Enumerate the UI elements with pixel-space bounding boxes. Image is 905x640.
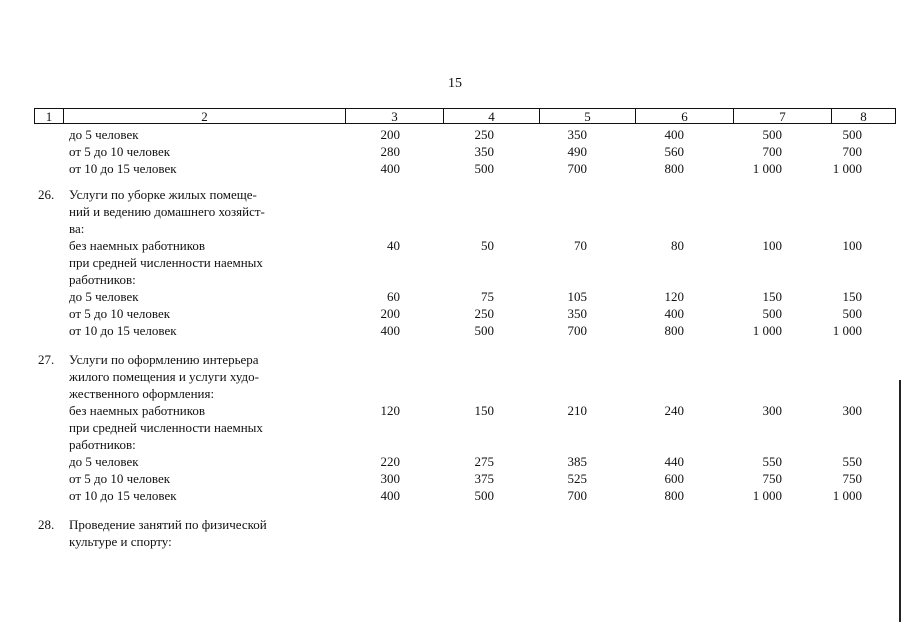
value-cell-col8: 150 (842, 289, 862, 304)
value-cell-col8: 300 (842, 403, 862, 418)
value-cell-col4: 250 (474, 306, 494, 321)
value-cell-col7: 1 000 (752, 323, 782, 338)
row-description: от 5 до 10 человек (69, 306, 171, 321)
value-cell-col8: 500 (842, 127, 862, 142)
value-cell-col3: 60 (387, 289, 400, 304)
table-row (0, 385, 905, 402)
value-cell-col6: 400 (664, 306, 684, 321)
value-cell-col6: 440 (664, 454, 684, 469)
value-cell-col7: 700 (762, 144, 782, 159)
value-cell-col3: 300 (380, 471, 400, 486)
column-header-5: 5 (539, 108, 636, 124)
value-cell-col5: 350 (567, 306, 587, 321)
row-description: без наемных работников (69, 403, 206, 418)
value-cell-col5: 70 (574, 238, 587, 253)
row-description: до 5 человек (69, 289, 139, 304)
row-description: жественного оформления: (69, 386, 215, 401)
value-cell-col5: 385 (567, 454, 587, 469)
table-row (0, 419, 905, 436)
column-header-3: 3 (345, 108, 444, 124)
value-cell-col4: 50 (481, 238, 494, 253)
value-cell-col8: 500 (842, 306, 862, 321)
row-description: при средней численности наемных (69, 420, 263, 435)
value-cell-col7: 100 (762, 238, 782, 253)
row-description: жилого помещения и услуги худо- (69, 369, 259, 384)
table-row (0, 533, 905, 550)
value-cell-col6: 600 (664, 471, 684, 486)
value-cell-col7: 150 (762, 289, 782, 304)
value-cell-col5: 490 (567, 144, 587, 159)
value-cell-col7: 300 (762, 403, 782, 418)
row-description: Услуги по оформлению интерьера (69, 352, 259, 367)
row-description: работников: (69, 272, 136, 287)
value-cell-col5: 525 (567, 471, 587, 486)
row-description: работников: (69, 437, 136, 452)
row-description: без наемных работников (69, 238, 206, 253)
value-cell-col5: 700 (567, 488, 587, 503)
table-row (0, 203, 905, 220)
value-cell-col3: 40 (387, 238, 400, 253)
value-cell-col3: 280 (380, 144, 400, 159)
value-cell-col7: 750 (762, 471, 782, 486)
table-row (0, 487, 905, 504)
value-cell-col3: 200 (380, 306, 400, 321)
value-cell-col4: 350 (474, 144, 494, 159)
value-cell-col4: 150 (474, 403, 494, 418)
value-cell-col3: 400 (380, 161, 400, 176)
table-row (0, 470, 905, 487)
value-cell-col5: 700 (567, 161, 587, 176)
value-cell-col6: 400 (664, 127, 684, 142)
table-row (0, 436, 905, 453)
value-cell-col3: 400 (380, 323, 400, 338)
value-cell-col8: 550 (842, 454, 862, 469)
item-number: 26. (38, 187, 55, 202)
table-row (0, 160, 905, 177)
row-description: ний и ведению домашнего хозяйст- (69, 204, 265, 219)
table-row (0, 143, 905, 160)
value-cell-col3: 400 (380, 488, 400, 503)
table-row (0, 402, 905, 419)
value-cell-col6: 800 (664, 488, 684, 503)
value-cell-col7: 550 (762, 454, 782, 469)
table-row (0, 351, 905, 368)
page-number: 15 (448, 76, 462, 91)
item-number: 27. (38, 352, 55, 367)
value-cell-col4: 500 (474, 323, 494, 338)
table-row (0, 254, 905, 271)
value-cell-col4: 500 (474, 161, 494, 176)
row-description: от 5 до 10 человек (69, 144, 171, 159)
value-cell-col8: 1 000 (832, 323, 862, 338)
value-cell-col4: 75 (481, 289, 494, 304)
table-row (0, 322, 905, 339)
row-description: культуре и спорту: (69, 534, 172, 549)
column-header-1: 1 (34, 108, 64, 124)
value-cell-col4: 375 (474, 471, 494, 486)
table-row (0, 368, 905, 385)
table-row (0, 220, 905, 237)
value-cell-col6: 560 (664, 144, 684, 159)
value-cell-col8: 1 000 (832, 161, 862, 176)
row-description: до 5 человек (69, 127, 139, 142)
value-cell-col6: 240 (664, 403, 684, 418)
row-description: при средней численности наемных (69, 255, 263, 270)
table-row (0, 305, 905, 322)
value-cell-col4: 250 (474, 127, 494, 142)
table-row (0, 126, 905, 143)
column-header-4: 4 (443, 108, 540, 124)
column-header-2: 2 (63, 108, 346, 124)
value-cell-col7: 500 (762, 127, 782, 142)
value-cell-col5: 700 (567, 323, 587, 338)
table-row (0, 237, 905, 254)
row-description: от 5 до 10 человек (69, 471, 171, 486)
row-description: от 10 до 15 человек (69, 323, 177, 338)
column-header-6: 6 (635, 108, 734, 124)
value-cell-col5: 350 (567, 127, 587, 142)
value-cell-col8: 700 (842, 144, 862, 159)
row-description: Услуги по уборке жилых помеще- (69, 187, 257, 202)
value-cell-col7: 1 000 (752, 161, 782, 176)
row-description: до 5 человек (69, 454, 139, 469)
value-cell-col6: 800 (664, 323, 684, 338)
value-cell-col4: 500 (474, 488, 494, 503)
row-description: ва: (69, 221, 85, 236)
item-number: 28. (38, 517, 55, 532)
value-cell-col3: 200 (380, 127, 400, 142)
value-cell-col6: 120 (664, 289, 684, 304)
table-row (0, 453, 905, 470)
table-row (0, 271, 905, 288)
row-description: от 10 до 15 человек (69, 488, 177, 503)
value-cell-col3: 220 (380, 454, 400, 469)
column-header-8: 8 (831, 108, 896, 124)
value-cell-col8: 100 (842, 238, 862, 253)
value-cell-col6: 800 (664, 161, 684, 176)
value-cell-col5: 210 (567, 403, 587, 418)
scan-edge-line (899, 380, 901, 622)
value-cell-col7: 500 (762, 306, 782, 321)
table-row (0, 288, 905, 305)
row-description: от 10 до 15 человек (69, 161, 177, 176)
value-cell-col8: 1 000 (832, 488, 862, 503)
value-cell-col7: 1 000 (752, 488, 782, 503)
column-header-7: 7 (733, 108, 832, 124)
value-cell-col4: 275 (474, 454, 494, 469)
value-cell-col8: 750 (842, 471, 862, 486)
value-cell-col5: 105 (567, 289, 587, 304)
table-row (0, 516, 905, 533)
row-description: Проведение занятий по физической (69, 517, 267, 532)
value-cell-col3: 120 (380, 403, 400, 418)
value-cell-col6: 80 (671, 238, 684, 253)
table-row (0, 186, 905, 203)
